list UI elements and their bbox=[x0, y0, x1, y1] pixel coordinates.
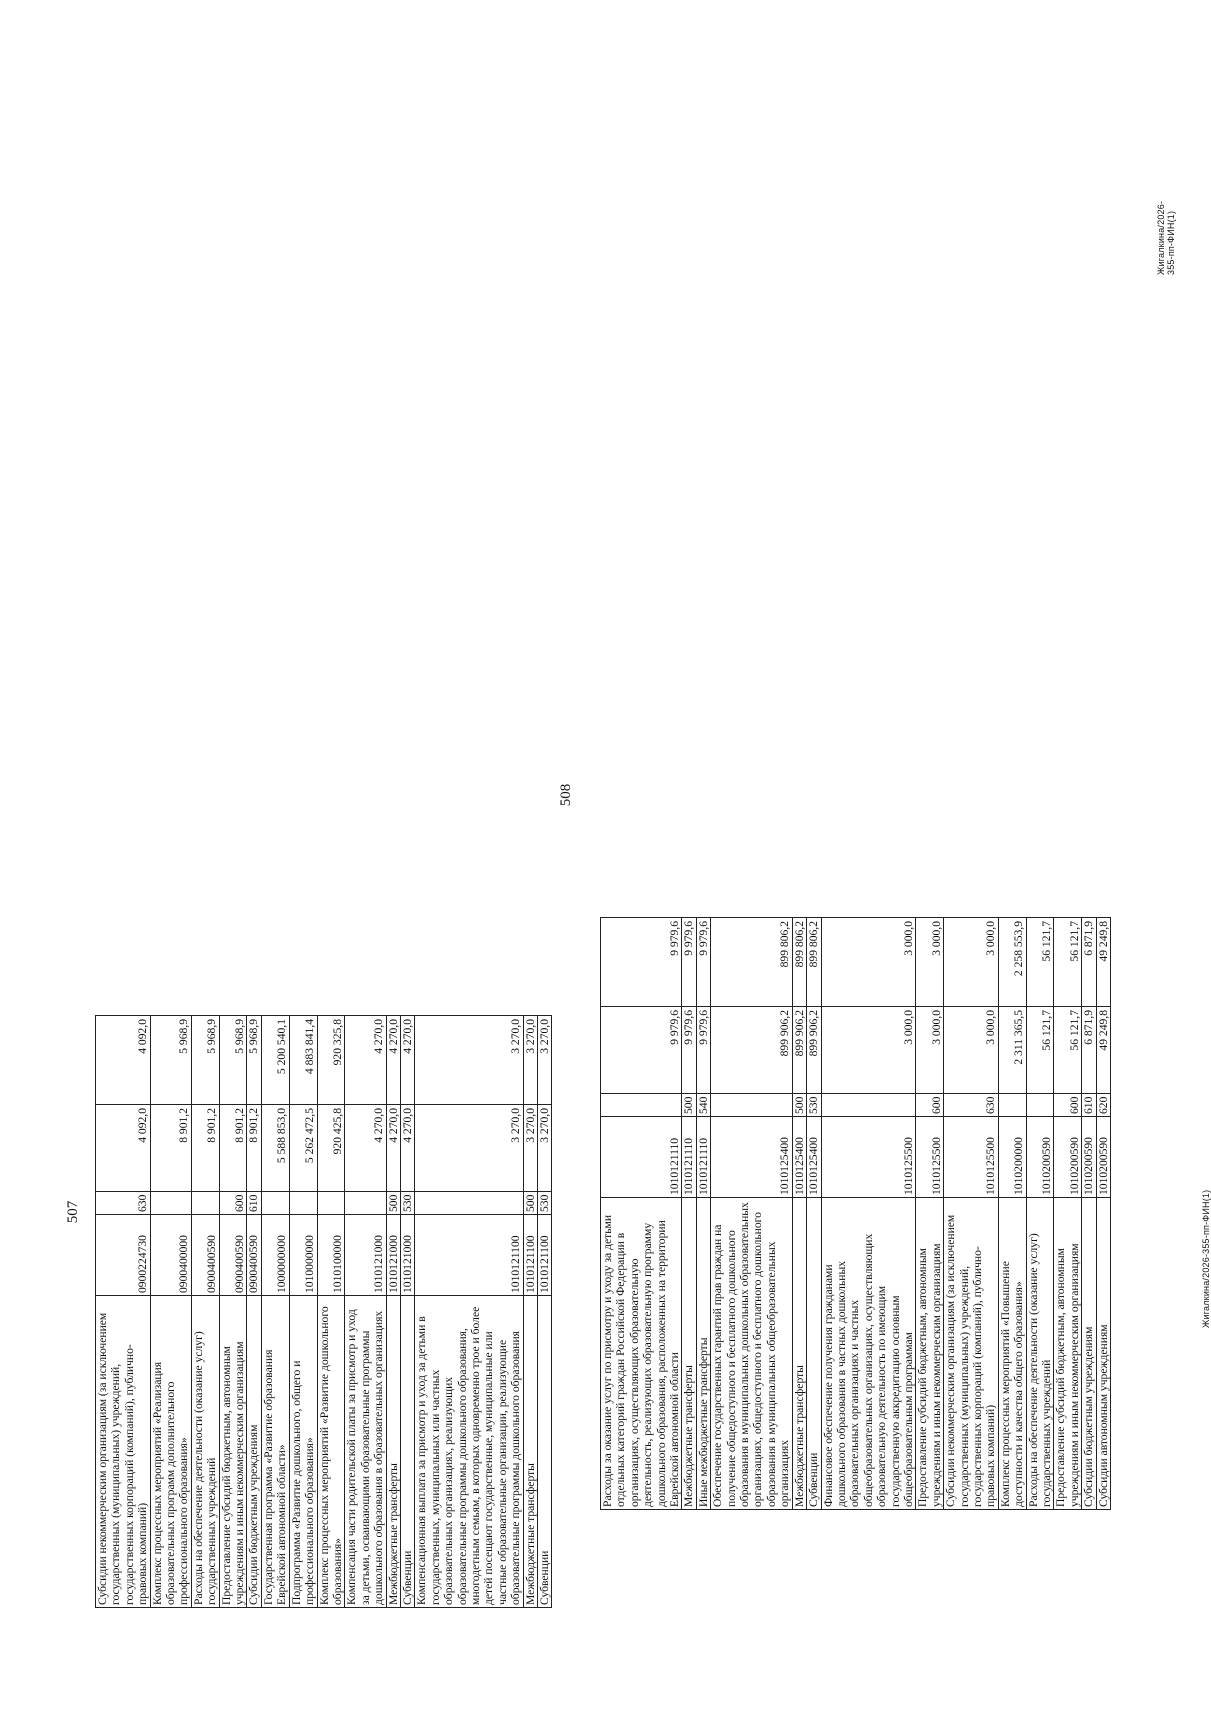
row-amount-year2-cell: 920 325,8 bbox=[317, 1016, 345, 1105]
row-expense-type-cell bbox=[1026, 1094, 1054, 1117]
row-amount-year2-cell: 4 270,0 bbox=[400, 1016, 414, 1105]
row-name-cell: Межбюджетные трансферты bbox=[523, 1296, 537, 1608]
row-target-code-cell: 1010125500 bbox=[916, 1117, 944, 1198]
row-target-code-cell: 1010121100 bbox=[415, 1215, 523, 1296]
row-name-cell: Предоставление субсидий бюджетным, автономным учреждениям и иным некоммерческим организациям bbox=[916, 1198, 944, 1510]
table-row bbox=[998, 918, 1026, 1510]
table-row bbox=[1026, 918, 1054, 1510]
row-expense-type-cell bbox=[998, 1094, 1026, 1117]
row-amount-year1-cell: 56 121,7 bbox=[1026, 1007, 1054, 1094]
row-amount-year1-cell: 4 270,0 bbox=[386, 1105, 400, 1192]
row-amount-year2-cell: 9 979,6 bbox=[682, 918, 696, 1007]
row-amount-year1-cell: 8 901,2 bbox=[150, 1105, 191, 1192]
row-expense-type-cell: 620 bbox=[1096, 1094, 1110, 1117]
row-target-code-cell: 1000000000 bbox=[261, 1215, 289, 1296]
row-expense-type-cell: 630 bbox=[96, 1192, 151, 1215]
row-amount-year2-cell: 899 806,2 bbox=[711, 918, 792, 1007]
row-amount-year2-cell: 56 121,7 bbox=[1026, 918, 1054, 1007]
row-name-cell: Подпрограмма «Развитие дошкольного, общего и профессионального образования» bbox=[289, 1296, 317, 1608]
row-target-code-cell: 1010100000 bbox=[317, 1215, 345, 1296]
footer-right: Жигалкина/2026-355-пп-ФИН(1) bbox=[1156, 200, 1176, 275]
row-name-cell: Комплекс процессных мероприятий «Повышение доступности и качества общего образования» bbox=[998, 1198, 1026, 1510]
row-name-cell: Субвенции bbox=[400, 1296, 414, 1608]
table-row bbox=[1082, 918, 1096, 1510]
row-target-code-cell: 1010121100 bbox=[538, 1215, 552, 1296]
row-amount-year1-cell: 899 906,2 bbox=[711, 1007, 792, 1094]
row-name-cell: Субсидии бюджетным учреждениям bbox=[1082, 1198, 1096, 1510]
row-name-cell: Субвенции bbox=[538, 1296, 552, 1608]
row-expense-type-cell: 530 bbox=[538, 1192, 552, 1215]
row-amount-year1-cell: 3 000,0 bbox=[821, 1007, 916, 1094]
row-target-code-cell: 1010121110 bbox=[682, 1117, 696, 1198]
row-expense-type-cell: 610 bbox=[247, 1192, 261, 1215]
row-amount-year2-cell: 56 121,7 bbox=[1054, 918, 1082, 1007]
budget-table-left bbox=[95, 1015, 552, 1608]
row-expense-type-cell bbox=[415, 1192, 523, 1215]
row-target-code-cell: 1010125400 bbox=[807, 1117, 821, 1198]
table-row bbox=[821, 918, 916, 1510]
row-name-cell: Государственная программа «Развитие образования Еврейской автономной области» bbox=[261, 1296, 289, 1608]
table-row bbox=[150, 1016, 191, 1608]
row-amount-year1-cell: 5 262 472,5 bbox=[289, 1105, 317, 1192]
row-amount-year1-cell: 3 270,0 bbox=[415, 1105, 523, 1192]
row-name-cell: Субвенции bbox=[807, 1198, 821, 1510]
table-row bbox=[345, 1016, 386, 1608]
row-target-code-cell: 1010121000 bbox=[400, 1215, 414, 1296]
row-name-cell: Субсидии некоммерческим организациям (за исключением государственных (муниципальных) учреждений, государственных корпораций (компаний), публично-правовых компаний) bbox=[96, 1296, 151, 1608]
row-amount-year2-cell: 5 968,9 bbox=[191, 1016, 219, 1105]
row-name-cell: Расходы на обеспечение деятельности (оказание услуг) государственных учреждений bbox=[1026, 1198, 1054, 1510]
row-amount-year2-cell: 3 000,0 bbox=[916, 918, 944, 1007]
row-name-cell: Предоставление субсидий бюджетным, автономным учреждениям и иным некоммерческим организациям bbox=[219, 1296, 247, 1608]
row-target-code-cell: 1010125500 bbox=[821, 1117, 916, 1198]
row-expense-type-cell bbox=[261, 1192, 289, 1215]
row-expense-type-cell: 600 bbox=[916, 1094, 944, 1117]
table-row bbox=[261, 1016, 289, 1608]
table-row bbox=[1054, 918, 1082, 1510]
table-row bbox=[1096, 918, 1110, 1510]
row-amount-year1-cell: 9 979,6 bbox=[696, 1007, 710, 1094]
row-amount-year1-cell: 3 000,0 bbox=[944, 1007, 999, 1094]
row-target-code-cell: 1010200590 bbox=[1054, 1117, 1082, 1198]
row-amount-year2-cell: 5 968,9 bbox=[247, 1016, 261, 1105]
row-expense-type-cell bbox=[601, 1094, 682, 1117]
row-expense-type-cell: 500 bbox=[792, 1094, 806, 1117]
row-amount-year2-cell: 2 258 553,9 bbox=[998, 918, 1026, 1007]
row-target-code-cell: 1010121000 bbox=[345, 1215, 386, 1296]
row-name-cell: Предоставление субсидий бюджетным, автономным учреждениям и иным некоммерческим организациям bbox=[1054, 1198, 1082, 1510]
row-expense-type-cell: 600 bbox=[219, 1192, 247, 1215]
row-amount-year2-cell: 3 000,0 bbox=[944, 918, 999, 1007]
row-amount-year2-cell: 3 270,0 bbox=[538, 1016, 552, 1105]
row-amount-year1-cell: 5 588 853,0 bbox=[261, 1105, 289, 1192]
row-amount-year1-cell: 8 901,2 bbox=[191, 1105, 219, 1192]
row-target-code-cell: 1010000000 bbox=[289, 1215, 317, 1296]
table-row bbox=[191, 1016, 219, 1608]
table-row bbox=[792, 918, 806, 1510]
row-amount-year1-cell: 4 270,0 bbox=[345, 1105, 386, 1192]
row-name-cell: Межбюджетные трансферты bbox=[386, 1296, 400, 1608]
row-name-cell: Компенсация части родительской платы за присмотр и уход за детьми, осваивающими образовательные программы дошкольного образования в образовательных организациях bbox=[345, 1296, 386, 1608]
table-row bbox=[523, 1016, 537, 1608]
row-target-code-cell: 0900400000 bbox=[150, 1215, 191, 1296]
row-target-code-cell: 1010125500 bbox=[944, 1117, 999, 1198]
row-amount-year1-cell: 3 000,0 bbox=[916, 1007, 944, 1094]
row-amount-year2-cell: 3 270,0 bbox=[415, 1016, 523, 1105]
row-amount-year2-cell: 5 968,9 bbox=[219, 1016, 247, 1105]
row-expense-type-cell: 610 bbox=[1082, 1094, 1096, 1117]
row-expense-type-cell bbox=[821, 1094, 916, 1117]
row-expense-type-cell: 500 bbox=[682, 1094, 696, 1117]
row-target-code-cell: 0900400590 bbox=[191, 1215, 219, 1296]
row-expense-type-cell: 530 bbox=[807, 1094, 821, 1117]
table-row bbox=[711, 918, 792, 1510]
row-amount-year1-cell: 6 871,9 bbox=[1082, 1007, 1096, 1094]
row-amount-year2-cell: 9 979,6 bbox=[696, 918, 710, 1007]
row-name-cell: Расходы на обеспечение деятельности (оказание услуг) государственных учреждений bbox=[191, 1296, 219, 1608]
row-expense-type-cell: 540 bbox=[696, 1094, 710, 1117]
row-target-code-cell: 0900400590 bbox=[219, 1215, 247, 1296]
table-row bbox=[682, 918, 696, 1510]
row-name-cell: Иные межбюджетные трансферты bbox=[696, 1198, 710, 1510]
row-amount-year1-cell: 2 311 365,5 bbox=[998, 1007, 1026, 1094]
row-amount-year1-cell: 49 249,8 bbox=[1096, 1007, 1110, 1094]
row-target-code-cell: 1010125400 bbox=[711, 1117, 792, 1198]
row-name-cell: Комплекс процессных мероприятий «Реализация образовательных программ дополнительного профессионального образования» bbox=[150, 1296, 191, 1608]
row-name-cell: Финансовое обеспечение получения гражданами дошкольного образования в частных дошкольных образовательных организациях и частных общеобразовательных организациях, осуществляющих образовательную деятельность по имеющим государственную аккредитацию основным общеобразовательным программам bbox=[821, 1198, 916, 1510]
row-amount-year2-cell: 899 806,2 bbox=[807, 918, 821, 1007]
table-row bbox=[538, 1016, 552, 1608]
row-target-code-cell: 1010125400 bbox=[792, 1117, 806, 1198]
row-target-code-cell: 0900400590 bbox=[247, 1215, 261, 1296]
row-name-cell: Межбюджетные трансферты bbox=[792, 1198, 806, 1510]
row-target-code-cell: 1010121110 bbox=[696, 1117, 710, 1198]
row-amount-year1-cell: 56 121,7 bbox=[1054, 1007, 1082, 1094]
row-amount-year1-cell: 4 270,0 bbox=[400, 1105, 414, 1192]
page-number-508: 508 bbox=[558, 783, 574, 807]
row-expense-type-cell: 500 bbox=[523, 1192, 537, 1215]
row-target-code-cell: 1010121110 bbox=[601, 1117, 682, 1198]
row-name-cell: Комплекс процессных мероприятий «Развитие дошкольного образования» bbox=[317, 1296, 345, 1608]
row-target-code-cell: 1010200590 bbox=[1026, 1117, 1054, 1198]
table-row bbox=[317, 1016, 345, 1608]
table-row bbox=[400, 1016, 414, 1608]
row-amount-year2-cell: 4 092,0 bbox=[96, 1016, 151, 1105]
row-amount-year2-cell: 5 200 540,1 bbox=[261, 1016, 289, 1105]
table-row bbox=[386, 1016, 400, 1608]
row-expense-type-cell bbox=[711, 1094, 792, 1117]
table-row bbox=[247, 1016, 261, 1608]
row-name-cell: Межбюджетные трансферты bbox=[682, 1198, 696, 1510]
row-amount-year2-cell: 3 000,0 bbox=[821, 918, 916, 1007]
row-amount-year1-cell: 9 979,6 bbox=[682, 1007, 696, 1094]
table-row bbox=[696, 918, 710, 1510]
right-page bbox=[558, 200, 1176, 1510]
table-row bbox=[96, 1016, 151, 1608]
row-amount-year2-cell: 9 979,6 bbox=[601, 918, 682, 1007]
row-target-code-cell: 0900224730 bbox=[96, 1215, 151, 1296]
table-row bbox=[807, 918, 821, 1510]
row-amount-year1-cell: 3 270,0 bbox=[523, 1105, 537, 1192]
row-target-code-cell: 1010200000 bbox=[998, 1117, 1026, 1198]
row-amount-year1-cell: 3 270,0 bbox=[538, 1105, 552, 1192]
row-name-cell: Компенсационная выплата за присмотр и уход за детьми в государственных, муниципальных или частных образовательных организациях, реализующих образовательные программы дошкольного образования, многодетным семьям, в которых одновременно трое и более детей посещают государственные, муниципальные или частные образовательные организации, реализующие образовательные программы дошкольного образования bbox=[415, 1296, 523, 1608]
budget-table-right bbox=[600, 917, 1111, 1510]
table-row bbox=[415, 1016, 523, 1608]
row-target-code-cell: 1010121000 bbox=[386, 1215, 400, 1296]
row-amount-year1-cell: 920 425,8 bbox=[317, 1105, 345, 1192]
row-expense-type-cell: 500 bbox=[386, 1192, 400, 1215]
row-expense-type-cell bbox=[191, 1192, 219, 1215]
row-expense-type-cell: 600 bbox=[1054, 1094, 1082, 1117]
row-amount-year1-cell: 899 906,2 bbox=[792, 1007, 806, 1094]
row-expense-type-cell bbox=[317, 1192, 345, 1215]
row-expense-type-cell bbox=[289, 1192, 317, 1215]
row-expense-type-cell bbox=[345, 1192, 386, 1215]
row-amount-year1-cell: 4 092,0 bbox=[96, 1105, 151, 1192]
row-name-cell: Субсидии бюджетным учреждениям bbox=[247, 1296, 261, 1608]
row-expense-type-cell: 630 bbox=[944, 1094, 999, 1117]
table-row bbox=[944, 918, 999, 1510]
row-amount-year1-cell: 8 901,2 bbox=[219, 1105, 247, 1192]
table-row bbox=[219, 1016, 247, 1608]
row-amount-year2-cell: 4 270,0 bbox=[386, 1016, 400, 1105]
row-amount-year2-cell: 5 968,9 bbox=[150, 1016, 191, 1105]
row-expense-type-cell: 530 bbox=[400, 1192, 414, 1215]
row-amount-year1-cell: 9 979,6 bbox=[601, 1007, 682, 1094]
row-target-code-cell: 1010200590 bbox=[1096, 1117, 1110, 1198]
row-amount-year2-cell: 6 871,9 bbox=[1082, 918, 1096, 1007]
row-name-cell: Субсидии автономным учреждениям bbox=[1096, 1198, 1110, 1510]
table-row bbox=[289, 1016, 317, 1608]
row-name-cell: Обеспечение государственных гарантий прав граждан на получение общедоступного и бесплатного дошкольного образования в муниципальных дошкольных образовательных организациях, общедоступного и бесплатного дошкольного образования в муниципальных общеобразовательных организациях bbox=[711, 1198, 792, 1510]
row-target-code-cell: 1010121100 bbox=[523, 1215, 537, 1296]
row-amount-year2-cell: 4 883 841,4 bbox=[289, 1016, 317, 1105]
table-row bbox=[601, 918, 682, 1510]
row-amount-year2-cell: 3 270,0 bbox=[523, 1016, 537, 1105]
row-amount-year2-cell: 49 249,8 bbox=[1096, 918, 1110, 1007]
row-target-code-cell: 1010200590 bbox=[1082, 1117, 1096, 1198]
row-amount-year1-cell: 899 906,2 bbox=[807, 1007, 821, 1094]
footer-left: Жигалкина/2026-355-пп-ФИН(1) bbox=[1201, 1189, 1211, 1328]
table-row bbox=[916, 918, 944, 1510]
row-amount-year2-cell: 899 806,2 bbox=[792, 918, 806, 1007]
row-name-cell: Расходы за оказание услуг по присмотру и уходу за детьми отдельных категорий граждан Российской Федерации в организациях, осуществляющих образовательную деятельность, реализующих образовательную программу дошкольного образования, расположенных на территории Еврейской автономной области bbox=[601, 1198, 682, 1510]
row-amount-year2-cell: 4 270,0 bbox=[345, 1016, 386, 1105]
row-expense-type-cell bbox=[150, 1192, 191, 1215]
row-name-cell: Субсидии некоммерческим организациям (за исключением государственных (муниципальных) учреждений, государственных корпораций (компаний), публично-правовых компаний) bbox=[944, 1198, 999, 1510]
page-number-507: 507 bbox=[65, 1200, 81, 1224]
row-amount-year1-cell: 8 901,2 bbox=[247, 1105, 261, 1192]
